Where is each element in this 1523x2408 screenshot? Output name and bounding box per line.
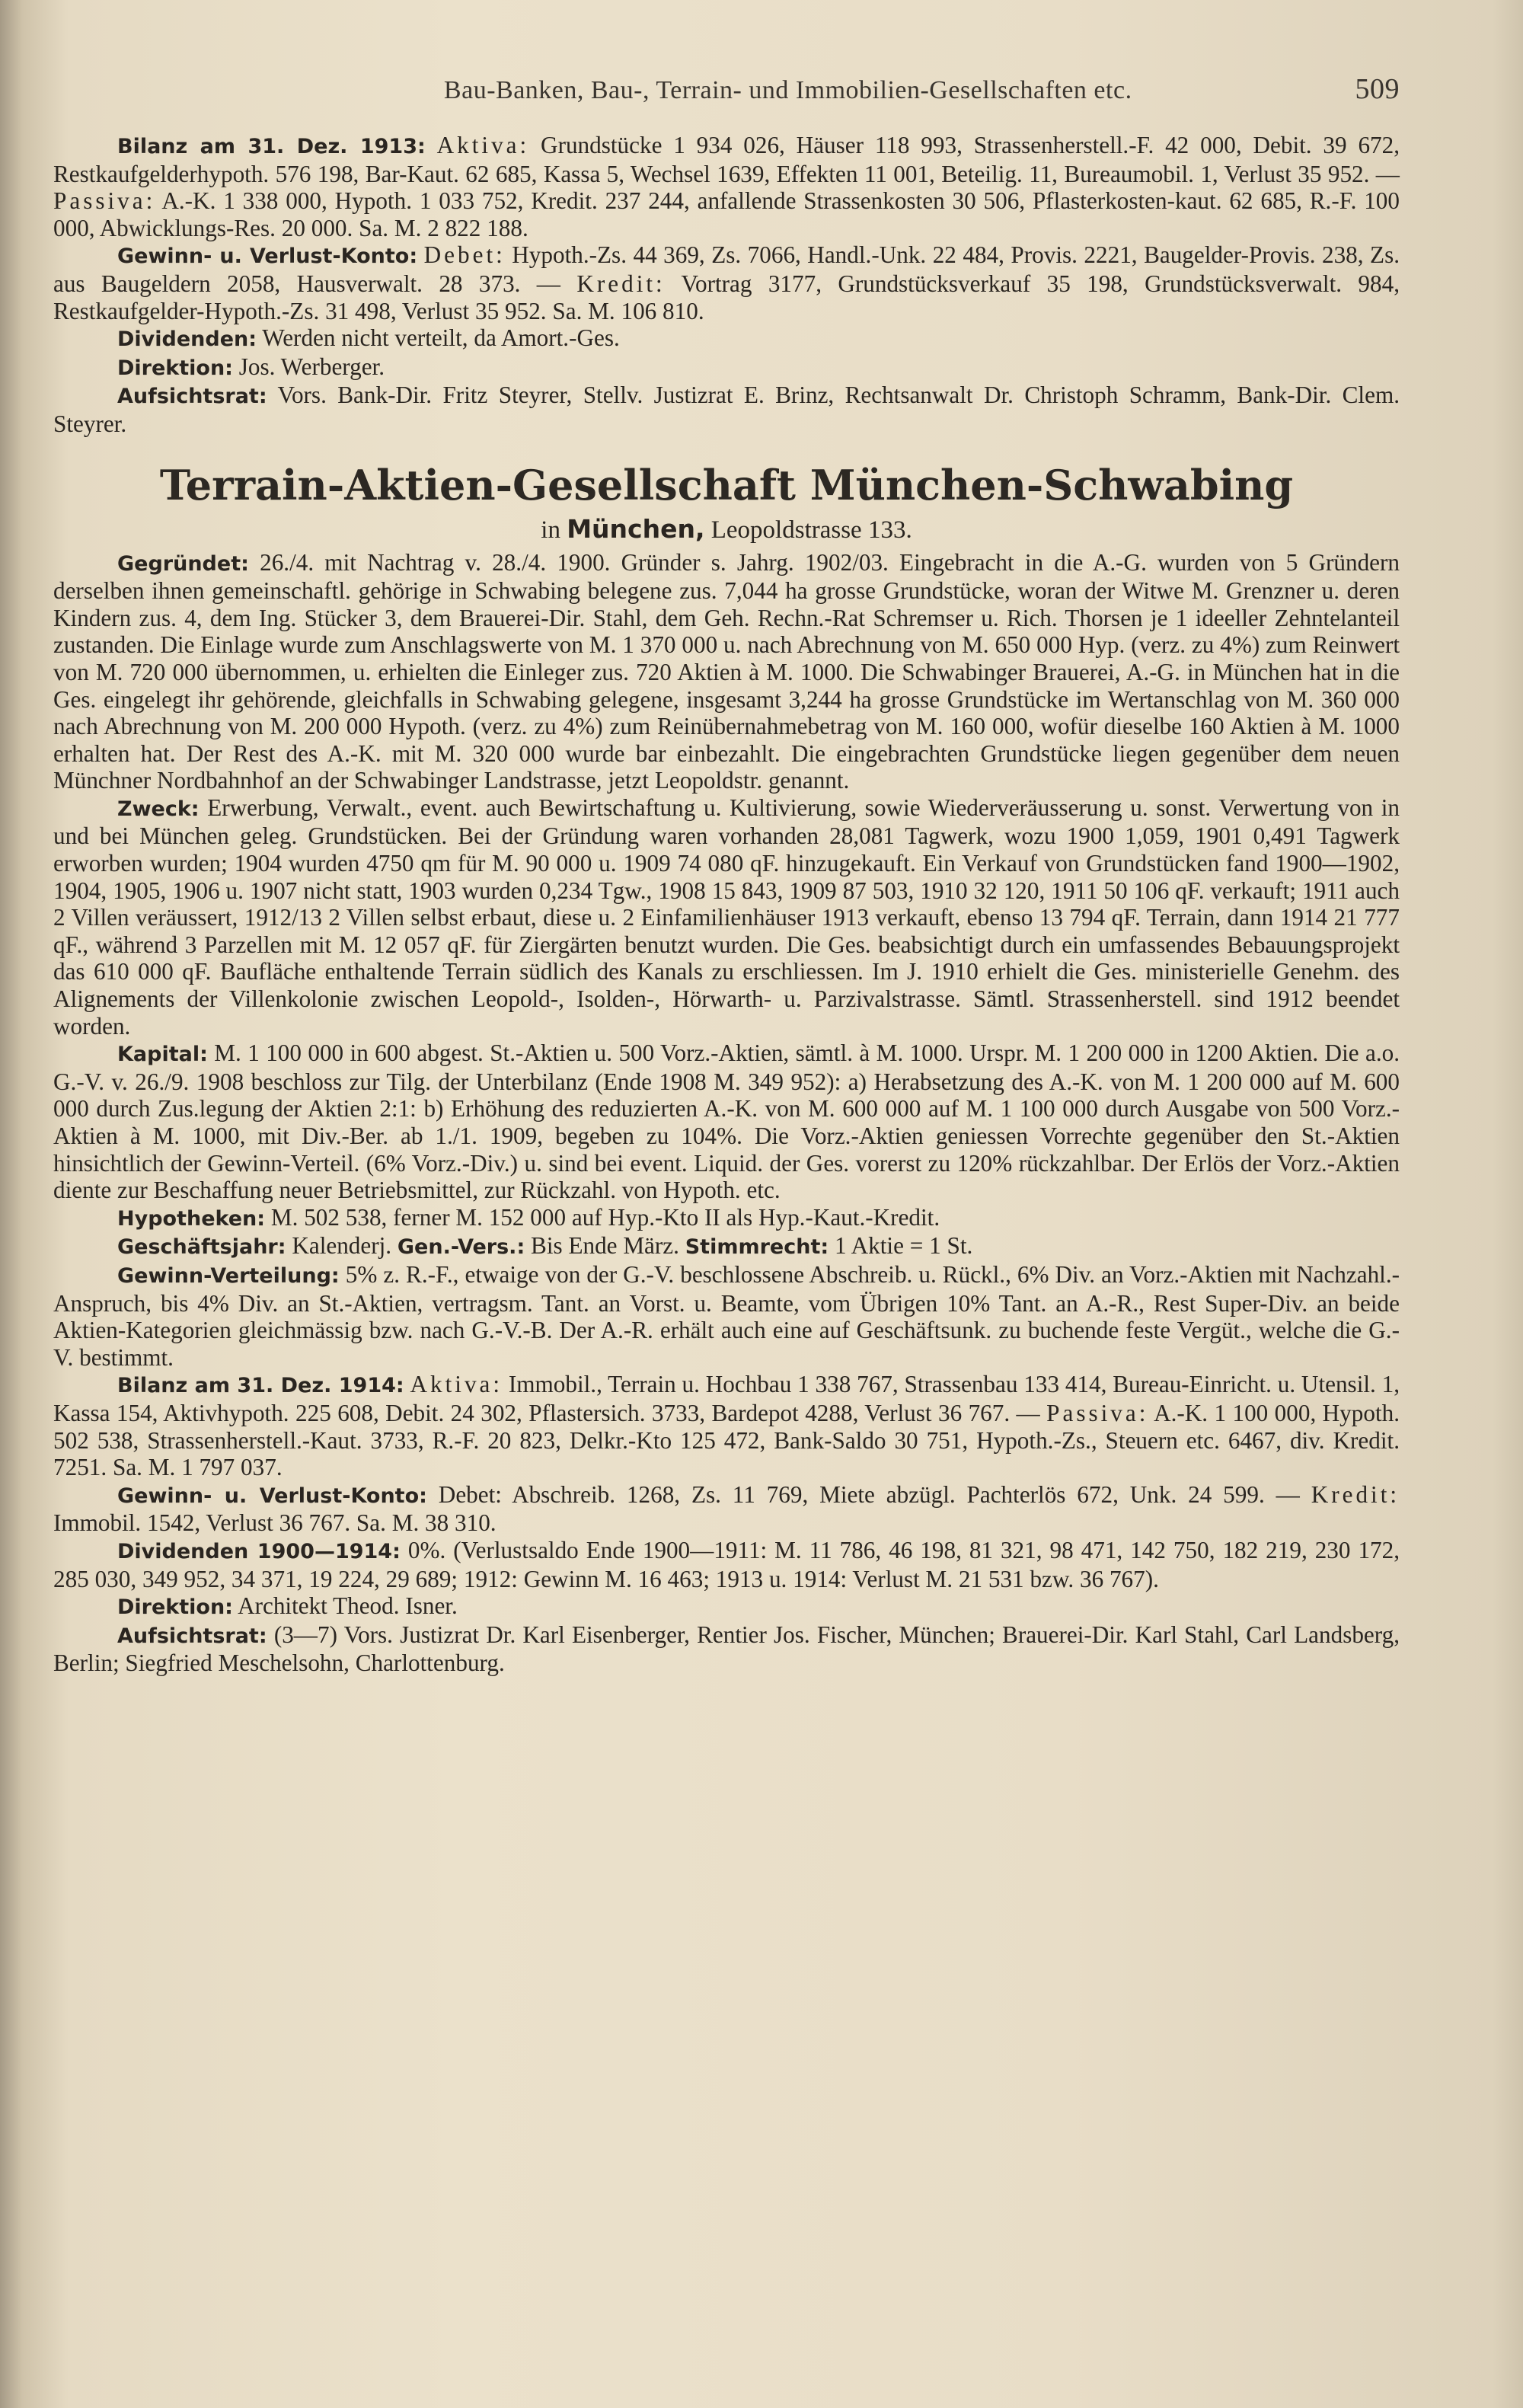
company-heading: Terrain-Aktien-Gesellschaft München-Schwabing (159, 460, 1294, 509)
geschaeftsjahr-label: Geschäftsjahr: (117, 1235, 286, 1260)
gewinnverteilung-paragraph: Gewinn-Verteilung: 5% z. R.-F., etwaige von der G.-V. beschlossene Abschreib. u. Rückl., 6% Div. an Vorz.-Aktien mit Nachzahl.-Anspruch, bis 4% Div. an St.-Aktien, vertragsm. Tant. an Vorst. u. Beamte, vom Übrigen 10% Tant. an A.-R., Rest Super-Div. an beide Aktien-Kategorien gleichmässig bzw. nach G.-V.-B. Der A.-R. erhält auch eine auf Geschäftsunk. zu buchende feste Vergüt., welche die G.-V. bestimmt. (53, 1260, 1400, 1371)
header-title: Bau-Banken, Bau-, Terrain- und Immobilien-Gesellschaften etc. (443, 76, 1132, 104)
zweck-label: Zweck: (117, 797, 200, 821)
kapital-paragraph: Kapital: M. 1 100 000 in 600 abgest. St.-Aktien u. 500 Vorz.-Aktien, sämtl. à M. 1000. Urspr. M. 1 200 000 in 1200 Aktien. Die a.o. G.-V. v. 26./9. 1908 beschloss zur Tilg. der Unterbilanz (Ende 1908 M. 349 952): a) Herabsetzung des A.-K. von M. 1 200 000 auf M. 600 000 durch Zus.legung der Aktien 2:1: b) Erhöhung des reduzierten A.-K. von M. 600 000 auf M. 1 100 000 durch Ausgabe von 500 Vorz.-Aktien à M. 1000, mit Div.-Ber. ab 1./1. 1909, begeben zu 104%. Die Vorz.-Aktien geniessen Vorrechte gegenüber den St.-Aktien hinsichtlich der Gewinn-Verteil. (6% Vorz.-Div.) u. sind bei event. Liquid. der Ges. vorerst zu 120% rückzahlbar. Der Erlös der Vorz.-Aktien diente zur Beschaffung neuer Betriebsmittel, zur Rückzahl. von Hypoth. etc. (53, 1040, 1400, 1204)
company-location: in München, Leopoldstrasse 133. (541, 513, 912, 544)
geschaeftsjahr-paragraph: Geschäftsjahr: Kalenderj. Gen.-Vers.: Bis Ende März. Stimmrecht: 1 Aktie = 1 St. (117, 1232, 973, 1260)
prev-aufsichtsrat-label: Aufsichtsrat: (117, 385, 267, 409)
hypotheken-paragraph: Hypotheken: M. 502 538, ferner M. 152 000 auf Hyp.-Kto II als Hyp.-Kaut.-Kredit. (117, 1203, 940, 1231)
running-header (53, 72, 1400, 106)
prev-bilanz-paragraph: Bilanz am 31. Dez. 1913: Aktiva: Grundstücke 1 934 026, Häuser 118 993, Strassenherstell.-F. 42 000, Debit. 39 672, Restkaufgelderhypoth. 576 198, Bar-Kaut. 62 685, Kassa 5, Wechsel 1639, Effekten 11 001, Beteilig. 11, Bureaumobil. 1, Verlust 35 952. — Passiva: A.-K. 1 338 000, Hypoth. 1 033 752, Kredit. 237 244, anfallende Strassenkosten 30 506, Pflasterkosten-kaut. 62 685, R.-F. 100 000, Abwicklungs-Res. 20 000. Sa. M. 2 822 188. (53, 132, 1400, 241)
aufsichtsrat-label: Aufsichtsrat: (117, 1624, 267, 1648)
prev-aufsichtsrat-paragraph: Aufsichtsrat: Vors. Bank-Dir. Fritz Steyrer, Stellv. Justizrat E. Brinz, Rechtsanwalt Dr. Christoph Schramm, Bank-Dir. Clem. Steyrer. (53, 382, 1400, 437)
dividenden-paragraph: Dividenden 1900—1914: 0%. (Verlustsaldo Ende 1900—1911: M. 11 786, 46 198, 81 321, 98 471, 142 750, 182 219, 230 172, 285 030, 349 952, 34 371, 19 224, 29 689; 1912: Gewinn M. 16 463; 1913 u. 1914: Verlust M. 21 531 bzw. 36 767). (53, 1536, 1400, 1592)
gegruendet-label: Gegründet: (117, 551, 249, 576)
prev-guv-label: Gewinn- u. Verlust-Konto: (117, 244, 418, 269)
stimmrecht-label: Stimmrecht: (685, 1235, 829, 1260)
aufsichtsrat-paragraph: Aufsichtsrat: (3—7) Vors. Justizrat Dr. Karl Eisenberger, Rentier Jos. Fischer, München; Brauerei-Dir. Karl Stahl, Carl Landsberg, Berlin; Siegfried Meschelsohn, Charlottenburg. (53, 1621, 1400, 1677)
gegruendet-paragraph: Gegründet: 26./4. mit Nachtrag v. 28./4. 1900. Gründer s. Jahrg. 1902/03. Eingebracht in die A.-G. wurden von 5 Gründern derselben ihnen gemeinschaftl. gehörige in Schwabing belegene zus. 7,044 ha grosse Grundstücke, woran der Witwe M. Grenzner u. deren Kindern zus. 4, dem Ing. Stücker 3, dem Brauerei-Dir. Stahl, dem Geh. Rechn.-Rat Schremser u. Rich. Thorsen je 1 ideeller Zehntelanteil zustanden. Die Einlage wurde zum Anschlagswerte von M. 1 370 000 u. nach Abrechnung von M. 650 000 Hyp. (verz. zu 4%) zum Reinwert von M. 720 000 übernommen, u. erhielten die Einleger zus. 720 Aktien à M. 1000. Die Schwabinger Brauerei, A.-G. in München hat in die Ges. eingelegt ihr gehörende, gleichfalls in Schwabing gelegene, insgesamt 3,244 ha grosse Grundstücke im Wertanschlag von M. 360 000 nach Abrechnung von M. 200 000 Hypoth. (verz. zu 4%) zum Reinübernahmebetrag von M. 160 000, wofür dieselbe 160 Aktien à M. 1000 erhalten hat. Der Rest des A.-K. mit M. 320 000 wurde bar einbezahlt. Die eingebrachten Grundstücke liegen gegenüber dem neuen Münchner Nordbahnhof an der Schwabinger Landstrasse, jetzt Leopoldstr. genannt. (53, 548, 1400, 794)
genvers-label: Gen.-Vers.: (397, 1235, 525, 1260)
dividenden-label: Dividenden 1900—1914: (117, 1539, 401, 1563)
kapital-label: Kapital: (117, 1043, 208, 1067)
document-page (53, 72, 1400, 1677)
prev-guv-paragraph: Gewinn- u. Verlust-Konto: Debet: Hypoth.-Zs. 44 369, Zs. 7066, Handl.-Unk. 22 484, Provis. 2221, Baugelder-Provis. 238, Zs. aus Baugeldern 2058, Hausverwalt. 28 373. — Kredit: Vortrag 3177, Grundstücksverkauf 35 198, Grundstücksverwalt. 984, Restkaufgelder-Hypoth.-Zs. 31 498, Verlust 35 952. Sa. M. 106 810. (53, 241, 1400, 324)
guv-1914-paragraph: Gewinn- u. Verlust-Konto: Debet: Abschreib. 1268, Zs. 11 769, Miete abzügl. Pachterlös 672, Unk. 24 599. — Kredit: Immobil. 1542, Verlust 36 767. Sa. M. 38 310. (53, 1480, 1400, 1537)
hypotheken-label: Hypotheken: (117, 1206, 266, 1231)
bilanz-1914-label: Bilanz am 31. Dez. 1914: (117, 1374, 404, 1398)
prev-dividenden-paragraph: Dividenden: Werden nicht verteilt, da Amort.-Ges. (117, 324, 620, 352)
page-number: 509 (1355, 73, 1400, 105)
zweck-paragraph: Zweck: Erwerbung, Verwalt., event. auch Bewirtschaftung u. Kultivierung, sowie Wiederveräusserung u. sonst. Verwertung von in und bei München geleg. Grundstücken. Bei der Gründung waren vorhanden 28,081 Tagwerk, wozu 1900 1,059, 1901 0,491 Tagwerk erworben wurden; 1904 wurden 4750 qm für M. 90 000 u. 1909 74 080 qF. hinzugekauft. Ein Verkauf von Grundstücken fand 1900—1902, 1904, 1905, 1906 u. 1907 nicht statt, 1903 wurden 0,234 Tgw., 1908 15 843, 1909 87 503, 1910 32 120, 1911 50 106 qF. verkauft; 1911 auch 2 Villen veräussert, 1912/13 2 Villen selbst erbaut, diese u. 2 Einfamilienhäuser 1913 verkauft, ebenso 13 794 qF. Terrain, dann 1914 21 777 qF., während 3 Parzellen mit M. 12 057 qF. für Ziergärten benutzt wurden. Die Ges. beabsichtigt durch ein umfassendes Bebauungsprojekt das 610 000 qF. Baufläche enthaltende Terrain südlich des Kanals zu erschliessen. Im J. 1910 erhielt die Ges. ministerielle Genehm. des Alignements der Villenkolonie zwischen Leopold-, Isolden-, Hörwarth- u. Parzivalstrasse. Sämtl. Strassenherstell. sind 1912 beendet worden. (53, 794, 1400, 1040)
bilanz-1914-paragraph: Bilanz am 31. Dez. 1914: Aktiva: Immobil., Terrain u. Hochbau 1 338 767, Strassenbau 133 414, Bureau-Einricht. u. Utensil. 1, Kassa 154, Aktivhypoth. 225 608, Debit. 24 302, Pflastersich. 3733, Bardepot 4288, Verlust 36 767. — Passiva: A.-K. 1 100 000, Hypoth. 502 538, Strassenherstell.-Kaut. 3733, R.-F. 20 823, Delkr.-Kto 125 472, Bank-Saldo 30 751, Hypoth.-Zs., Steuern etc. 6467, div. Kredit. 7251. Sa. M. 1 797 037. (53, 1371, 1400, 1481)
gewinnverteilung-label: Gewinn-Verteilung: (117, 1263, 340, 1288)
prev-direktion-label: Direktion: (117, 356, 233, 380)
guv-1914-label: Gewinn- u. Verlust-Konto: (117, 1483, 427, 1508)
prev-direktion-paragraph: Direktion: Jos. Werberger. (117, 353, 385, 380)
prev-dividenden-label: Dividenden: (117, 327, 257, 352)
direktion-label: Direktion: (117, 1595, 233, 1620)
prev-bilanz-label: Bilanz am 31. Dez. 1913: (117, 135, 426, 158)
direktion-paragraph: Direktion: Architekt Theod. Isner. (117, 1592, 458, 1620)
